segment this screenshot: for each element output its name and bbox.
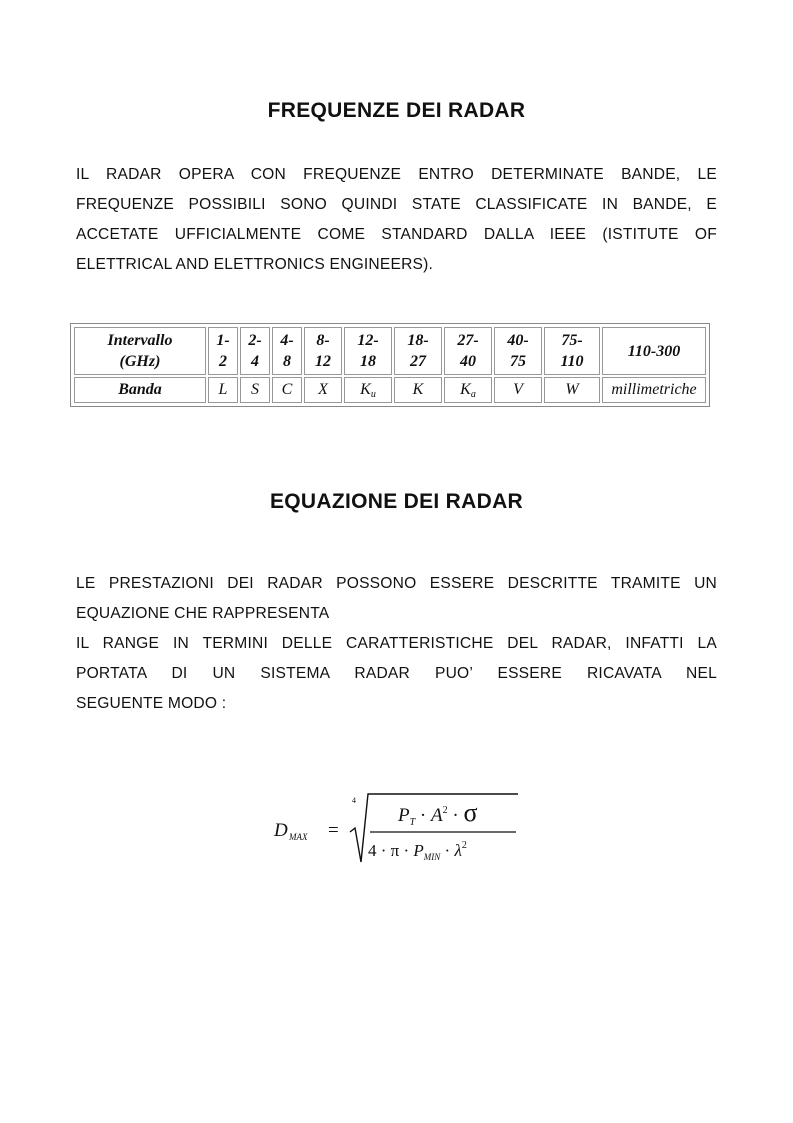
section-title-equation: EQUAZIONE DEI RADAR	[269, 490, 524, 513]
interval-header-cell	[74, 327, 206, 375]
interval-cell-last: 110-300	[602, 327, 706, 375]
band-cell: $K_a$	[444, 377, 492, 403]
interval-cell: 75- 110	[544, 327, 600, 375]
formula-lhs-sub: MAX	[289, 832, 308, 842]
interval-cell: 2- 4	[240, 327, 270, 375]
band-cell: S	[240, 377, 270, 403]
interval-cell: 27- 40	[444, 327, 492, 375]
interval-header-line: Intervallo	[107, 332, 173, 349]
band-cell: V	[494, 377, 542, 403]
formula-denominator: $4 \cdot \pi \cdot P_{MIN} \cdot \lambda^2$	[368, 840, 467, 862]
radar-range-equation	[272, 786, 532, 876]
text-line: PORTATA DI UN SISTEMA RADAR PUO’ ESSERE RICAVATA NEL	[76, 665, 717, 682]
interval-cell: 8- 12	[304, 327, 342, 375]
text-line: FREQUENZE POSSIBILI SONO QUINDI STATE CLASSIFICATE IN BANDE, E	[76, 196, 717, 213]
band-subscript: u	[370, 388, 376, 400]
interval-cell: 1- 2	[208, 327, 238, 375]
text-line: IL RADAR OPERA CON FREQUENZE ENTRO DETERMINATE BANDE, LE	[76, 166, 717, 183]
text-line: ELETTRICAL AND ELETTRONICS ENGINEERS).	[76, 256, 434, 273]
formula-numerator: $P_T \cdot A^2 \cdot \sigma$	[398, 798, 478, 828]
band-cell: X	[304, 377, 342, 403]
table-row-bands	[74, 377, 706, 403]
interval-cell: 12- 18	[344, 327, 392, 375]
frequency-band-table	[70, 323, 710, 407]
intro-paragraph	[76, 160, 717, 280]
band-subscript: a	[470, 388, 476, 400]
band-cell: millimetriche	[602, 377, 706, 403]
table-row-intervals	[74, 327, 706, 375]
band-cell: L	[208, 377, 238, 403]
text-line: ACCETATE UFFICIALMENTE COME STANDARD DALLA IEEE (ISTITUTE OF	[76, 226, 717, 243]
formula-root-index: 4	[352, 796, 356, 805]
interval-cell: 4- 8	[272, 327, 302, 375]
section-title-frequencies: FREQUENZE DEI RADAR	[267, 99, 526, 122]
band-cell: W	[544, 377, 600, 403]
text-line: EQUAZIONE CHE RAPPRESENTA	[76, 605, 330, 622]
equation-paragraph	[76, 569, 717, 719]
text-line: LE PRESTAZIONI DEI RADAR POSSONO ESSERE DESCRITTE TRAMITE UN	[76, 575, 717, 592]
interval-cell: 40- 75	[494, 327, 542, 375]
text-line: IL RANGE IN TERMINI DELLE CARATTERISTICHE DEL RADAR, INFATTI LA	[76, 635, 717, 652]
interval-cell: 18- 27	[394, 327, 442, 375]
band-header-cell: Banda	[74, 377, 206, 403]
band-cell: K	[394, 377, 442, 403]
formula-lhs: D	[274, 820, 288, 841]
band-cell: $K_u$	[344, 377, 392, 403]
text-line: SEGUENTE MODO :	[76, 695, 227, 712]
band-cell: C	[272, 377, 302, 403]
formula-equals: =	[328, 820, 339, 841]
interval-header-unit: (GHz)	[119, 353, 161, 370]
